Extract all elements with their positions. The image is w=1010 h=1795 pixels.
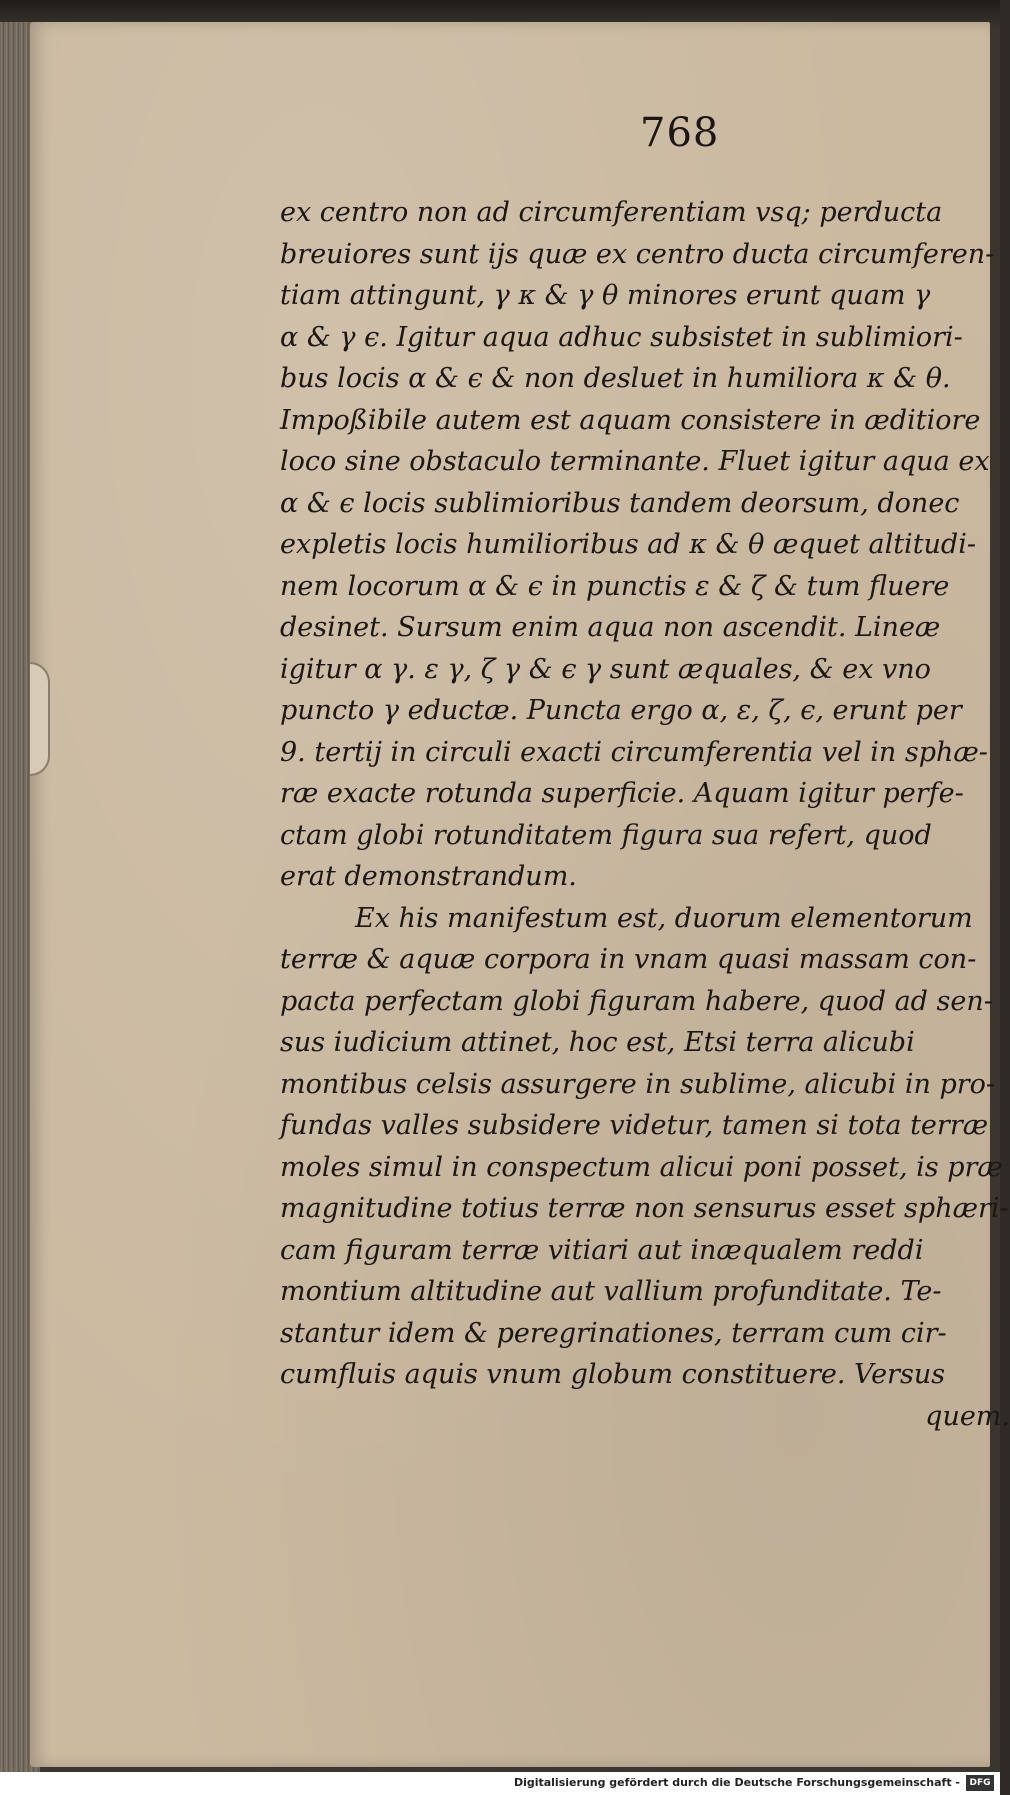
text-line: montium altitudine aut vallium profunditate. Te- bbox=[280, 1276, 942, 1307]
text-line: magnitudine totius terræ non sensurus esset sphæri- bbox=[280, 1193, 1009, 1224]
text-line: tiam attingunt, γ κ & γ θ minores erunt quam γ bbox=[280, 280, 931, 311]
page-fold bbox=[30, 662, 50, 776]
text-line: bus locis α & ϵ & non desluet in humiliora κ & θ. bbox=[280, 363, 951, 394]
text-line: 9. tertij in circuli exacti circumferentia vel in sphæ- bbox=[280, 736, 988, 768]
text-line: sus iudicium attinet, hoc est, Etsi terra alicubi bbox=[280, 1027, 915, 1058]
text-line: moles simul in conspectum alicui poni posset, is præ bbox=[280, 1151, 1003, 1183]
text-line: montibus celsis assurgere in sublime, alicubi in pro- bbox=[280, 1068, 996, 1100]
text-line: pacta perfectam globi figuram habere, quod ad sen- bbox=[280, 985, 993, 1017]
text-line: α & γ ϵ. Igitur aqua adhuc subsistet in sublimiori- bbox=[280, 321, 963, 353]
text-line: expletis locis humilioribus ad κ & θ æquet altitudi- bbox=[280, 529, 976, 560]
text-line: α & ϵ locis sublimioribus tandem deorsum, donec bbox=[280, 487, 960, 519]
text-line: igitur α γ. ε γ, ζ γ & ϵ γ sunt æquales, & ex vno bbox=[280, 653, 931, 685]
text-line: cam figuram terræ vitiari aut inæqualem reddi bbox=[280, 1234, 924, 1266]
footer-bar bbox=[0, 1772, 1000, 1795]
book-page bbox=[30, 22, 1010, 1767]
text-line: ex centro non ad circumferentiam vsq; perducta bbox=[280, 197, 943, 228]
text-line: breuiores sunt ijs quæ ex centro ducta circumferen- bbox=[280, 238, 995, 270]
text-line: ræ exacte rotunda superficie. Aquam igitur perfe- bbox=[280, 778, 964, 809]
text-line: Ex his manifestum est, duorum elementorum bbox=[355, 902, 973, 934]
dfg-logo: DFG bbox=[966, 1775, 994, 1791]
text-line: desinet. Sursum enim aqua non ascendit. Lineæ bbox=[280, 612, 941, 643]
text-block bbox=[280, 192, 1010, 1437]
text-line: puncto γ eductæ. Puncta ergo α, ε, ζ, ϵ, erunt per bbox=[280, 695, 962, 726]
text-line: quem. bbox=[925, 1400, 1010, 1432]
text-line: terræ & aquæ corpora in vnam quasi massam con- bbox=[280, 944, 977, 975]
text-line: Impoßibile autem est aquam consistere in æditiore bbox=[280, 404, 981, 436]
text-line: nem locorum α & ϵ in punctis ε & ζ & tum fluere bbox=[280, 570, 950, 602]
text-line: loco sine obstaculo terminante. Fluet igitur aqua ex bbox=[280, 446, 990, 477]
text-line: fundas valles subsidere videtur, tamen si tota terræ bbox=[280, 1110, 989, 1141]
text-line: stantur idem & peregrinationes, terram cum cir- bbox=[280, 1317, 947, 1349]
text-line: erat demonstrandum. bbox=[280, 861, 577, 892]
page-number: 768 bbox=[640, 110, 720, 156]
text-line: ctam globi rotunditatem figura sua refert, quod bbox=[280, 819, 932, 851]
text-line: cumfluis aquis vnum globum constituere. Versus bbox=[280, 1359, 946, 1390]
footer-credit: Digitalisierung gefördert durch die Deutsche Forschungsgemeinschaft - bbox=[513, 1776, 960, 1789]
